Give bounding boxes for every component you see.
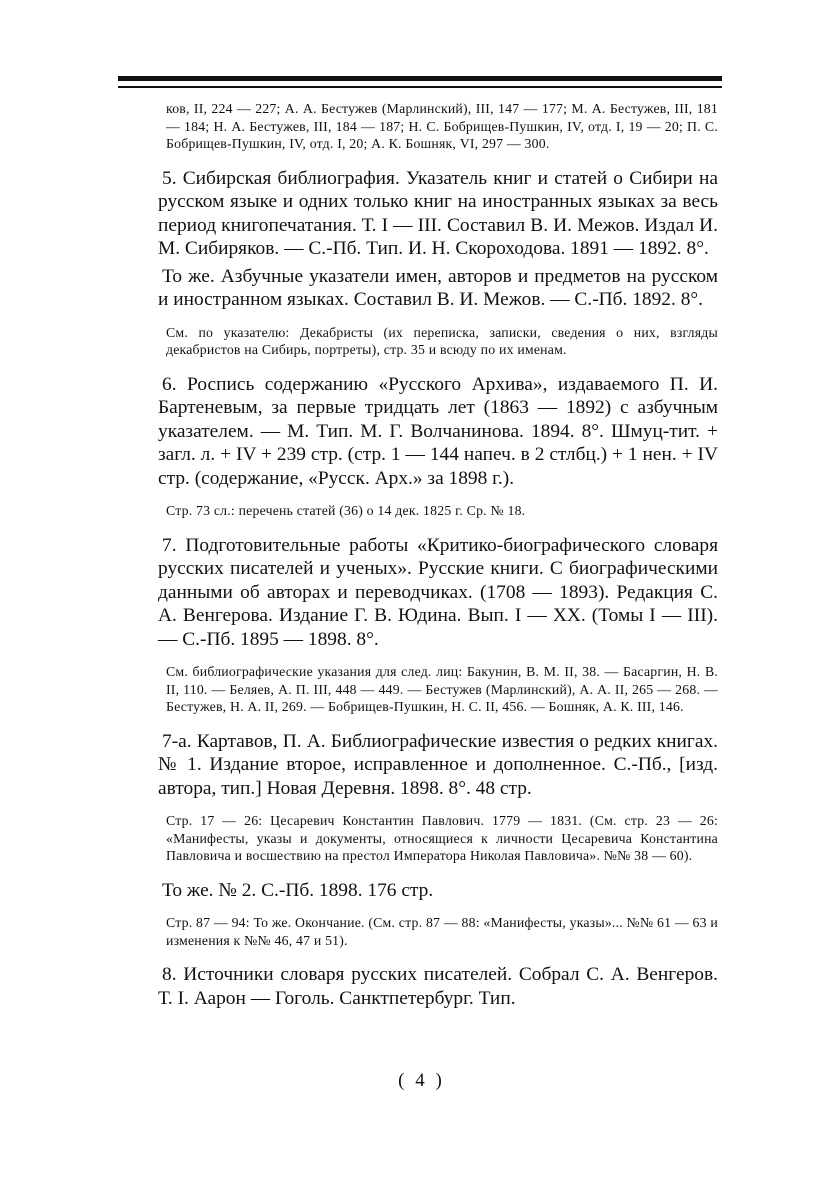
entry-7a-note: Стр. 17 — 26: Цесаревич Константин Павлович. 1779 — 1831. (См. стр. 23 — 26: «Манифесты, указы и документы, относящиеся к личности Цесаревича Константина Павловича и восшествию на престол Императора Николая Павловича». №№ 38 — 60). xyxy=(166,813,718,863)
page-number: ( 4 ) xyxy=(398,1070,442,1091)
entry-6: 6. Роспись содержанию «Русского Архива», издаваемого П. И. Бартеневым, за первые тридцать лет (1863 — 1892) с азбучным указателем. — М. Тип. М. Г. Волчанинова. 1894. 8°. Шмуц-тит. + загл. л. + IV + 239 стр. (стр. 1 — 144 напеч. в 2 стлбц.) + 1 нен. + IV стр. (содержание, «Русск. Арх.» за 1898 г.). xyxy=(158,373,718,489)
entry-8: 8. Источники словаря русских писателей. Собрал С. А. Венгеров. Т. I. Аарон — Гоголь. Санктпетербург. Тип. xyxy=(158,964,718,1009)
entry-7a-same-note: Стр. 87 — 94: То же. Окончание. (См. стр. 87 — 88: «Манифесты, указы»... №№ 61 — 63 и изменения к №№ 46, 47 и 51). xyxy=(166,915,718,948)
note-continuation: ков, II, 224 — 227; А. А. Бестужев (Марлинский), III, 147 — 177; М. А. Бестужев, III, 181 — 184; Н. А. Бестужев, III, 184 — 187; Н. С. Бобрищев-Пушкин, IV, отд. I, 19 — 20; П. С. Бобрищев-Пушкин, IV, отд. I, 20; А. К. Бошняк, VI, 297 — 300. xyxy=(166,101,718,151)
entry-5: 5. Сибирская библиография. Указатель книг и статей о Сибири на русском языке и одних только книг на иностранных языках за весь период книгопечатания. Т. I — III. Составил В. И. Межов. Издал И. М. Сибиряков. — С.-Пб. Тип. И. Н. Скороходова. 1891 — 1892. 8°. xyxy=(158,167,718,259)
entry-6-note: Стр. 73 сл.: перечень статей (36) о 14 дек. 1825 г. Ср. № 18. xyxy=(166,503,526,518)
entry-7a: 7-а. Картавов, П. А. Библиографические известия о редких книгах. № 1. Издание второе, исправленное и дополненное. С.-Пб., [изд. автора, тип.] Новая Деревня. 1898. 8°. 48 стр. xyxy=(158,730,718,799)
entry-7a-same: То же. № 2. С.-Пб. 1898. 176 стр. xyxy=(162,879,434,901)
entry-7-note: См. библиографические указания для след. лиц: Бакунин, В. М. II, 38. — Басаргин, Н. В. II, 110. — Беляев, А. П. III, 448 — 449. — Бестужев (Марлинский), А. А. II, 265 — 268. — Бестужев, Н. А. II, 269. — Бобрищев-Пушкин, Н. С. II, 456. — Бошняк, А. К. III, 146. xyxy=(166,664,718,714)
header-rule-thick xyxy=(118,76,722,81)
header-rule-thin xyxy=(118,86,722,88)
entry-5-same: То же. Азбучные указатели имен, авторов и предметов на русском и иностранном языках. Составил В. И. Межов. — С.-Пб. 1892. 8°. xyxy=(158,265,718,310)
entry-5-note: См. по указателю: Декабристы (их переписка, записки, сведения о них, взгляды декабристов на Сибирь, портреты), стр. 35 и всюду по их именам. xyxy=(166,324,718,357)
text-column xyxy=(158,100,718,1010)
entry-7: 7. Подготовительные работы «Критико-биографического словаря русских писателей и ученых». Русские книги. С биографическими данными об авторах и переводчиках. (1708 — 1893). Редакция С. А. Венгерова. Издание Г. В. Юдина. Вып. I — XX. (Томы I — III). — С.-Пб. 1895 — 1898. 8°. xyxy=(158,534,718,650)
